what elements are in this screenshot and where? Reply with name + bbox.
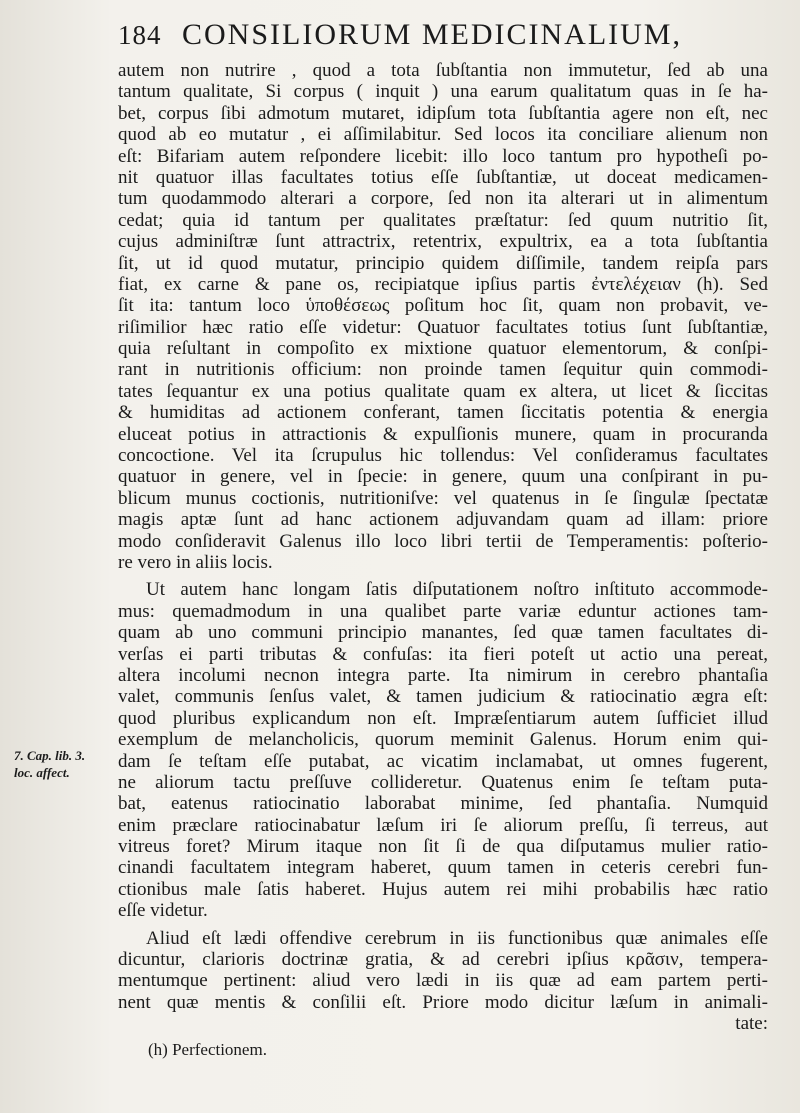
text-line: magis aptæ ſunt ad hanc actionem adjuvandam quam ad illam: priore	[118, 509, 768, 531]
text-line: quia reſultant in compoſito ex mixtione quatuor elementorum, & conſpi-	[118, 338, 768, 360]
text-line: cujus adminiſtræ ſunt attractrix, retentrix, expultrix, ea a tota ſubſtantia	[118, 231, 768, 253]
text-line: modo conſideravit Galenus illo loco libri tertii de Temperamentis: poſterio-	[118, 530, 768, 552]
text-line: dicuntur, clarioris doctrinæ gratia, & ad cerebri ipſius κρᾶσιν, tempera-	[118, 949, 768, 971]
text-line: ctionibus male ſatis haberet. Hujus autem rei mihi probabilis hæc ratio	[118, 878, 768, 900]
text-line: dam ſe teſtam eſſe putabat, ac vicatim inclamabat, ut omnes fugerent,	[118, 750, 768, 772]
text-line: vitreus foret? Mirum itaque non ſit ſi de qua diſputamus mulier ratio-	[118, 836, 768, 858]
text-line: nit quatuor illas facultates totius eſſe ſubſtantiæ, ut doceat medicamen-	[118, 166, 768, 188]
text-line: autem non nutrire , quod a tota ſubſtantia non immutetur, ſed ab una	[118, 60, 768, 81]
text-line: eſt: Bifariam autem reſpondere licebit: illo loco tantum pro hypotheſi po-	[118, 145, 768, 167]
margin-reference-line: loc. affect.	[14, 765, 70, 780]
text-line: bet, corpus ſibi admotum mutaret, idipſum tota ſubſtantia agere non eſt, nec	[118, 102, 768, 124]
paragraph-first-line: Aliud eſt lædi offendive cerebrum in iis functionibus quæ animales eſſe	[146, 927, 768, 949]
text-line: tates ſequantur ex una potius qualitate quam ex altera, ut licet & ſiccitas	[118, 380, 768, 402]
text-line: ſit ita: tantum loco ὑποθέσεως poſitum hoc ſit, quam non probavit, ve-	[118, 295, 768, 317]
text-line: & humiditas ad actionem conferant, tamen ſiccitatis potentia & energia	[118, 402, 768, 424]
paragraph-first-line: Ut autem hanc longam ſatis diſputationem noſtro inſtituto accommode-	[146, 579, 768, 601]
body-text	[118, 60, 768, 1035]
footnote: (h) Perfectionem.	[148, 1040, 267, 1059]
text-line: rant in nutritionis officium: non proinde tamen ſequitur quin commodi-	[118, 359, 768, 381]
text-line: cedat; quia id tantum per qualitates præſtatur: ſed quum nutritio ſit,	[118, 209, 768, 231]
text-line: quod pluribus explicandum non eſt. Impræſentiarum autem ſufficiet illud	[118, 707, 768, 729]
text-line: tantum qualitate, Si corpus ( inquit ) una earum qualitatum quas in ſe ha-	[118, 81, 768, 103]
text-line: exemplum de melancholicis, quorum meminit Galenus. Horum enim qui-	[118, 729, 768, 751]
text-line: enim præclare ratiocinabatur læſum iri ſe aliorum preſſu, ſi terreus, aut	[118, 814, 768, 836]
paragraph-end-line: eſſe videtur.	[118, 900, 208, 922]
text-line: fiat, ex carne & pane os, recipiatque ipſius partis ἐντελέχειαν (h). Sed	[118, 273, 768, 295]
margin-reference-line: 7. Cap. lib. 3.	[14, 748, 86, 763]
text-line: verſas ei parti tributas & confuſas: ita fieri poteſt ut actio una pereat,	[118, 643, 768, 665]
page-header	[118, 18, 790, 66]
text-line: tum quodammodo alterari a corpore, ſed non ita alterari ut in alimentum	[118, 188, 768, 210]
text-line: concoctione. Vel ita ſcrupulus hic tollendus: Vel conſideramus facultates	[118, 445, 768, 467]
text-line: mentumque pertinent: aliud vero lædi in iis quæ ad eam partem perti-	[118, 970, 768, 992]
text-line: ſit, ut id quod mutatur, principio quidem diſſimile, tandem reipſa pars	[118, 252, 768, 274]
text-line: valet, communis ſenſus valet, & tamen judicium & ratiocinatio ægra eſt:	[118, 686, 768, 708]
margin-reference	[14, 747, 114, 781]
text-line: mus: quemadmodum in una qualibet parte variæ eduntur actiones tam-	[118, 600, 768, 622]
text-line: eluceat potius in attractionis & expulſionis munere, quam in procuranda	[118, 423, 768, 445]
paragraph-end-line: re vero in aliis locis.	[118, 551, 273, 573]
text-line: quod ab eo mutatur , ei aſſimilabitur. Sed locos ita conciliare alienum non	[118, 124, 768, 146]
text-line: quatuor in genere, vel in ſpecie: in genere, quum una conſpirant in pu-	[118, 466, 768, 488]
text-line: bat, eatenus ratiocinatio laborabat minime, ſed phantaſia. Numquid	[118, 793, 768, 815]
running-title: CONSILIORUM MEDICINALIUM,	[182, 18, 682, 51]
text-line: cinandi facultatem integram haberet, quum tamen in ceteris cerebri fun-	[118, 857, 768, 879]
text-line: altera incolumi necnon integra parte. Ita nimirum in cerebro phantaſia	[118, 664, 768, 686]
page-number: 184	[118, 20, 162, 50]
text-line: blicum munus coctionis, nutritioniſve: vel quatenus in ſe ſingulæ ſpectatæ	[118, 487, 768, 509]
text-line: ne aliorum tactu preſſuve collideretur. Quatenus enim ſe teſtam puta-	[118, 771, 768, 793]
text-line: riſimilior hæc ratio eſſe videtur: Quatuor facultates totius ſunt ſubſtantiæ,	[118, 316, 768, 338]
text-line: nent quæ mentis & conſilii eſt. Priore modo dicitur læſum in animali-	[118, 991, 768, 1013]
text-line: quam ab uno communi principio manantes, ſed quæ tamen facultates di-	[118, 622, 768, 644]
catchword: tate:	[735, 1013, 768, 1035]
